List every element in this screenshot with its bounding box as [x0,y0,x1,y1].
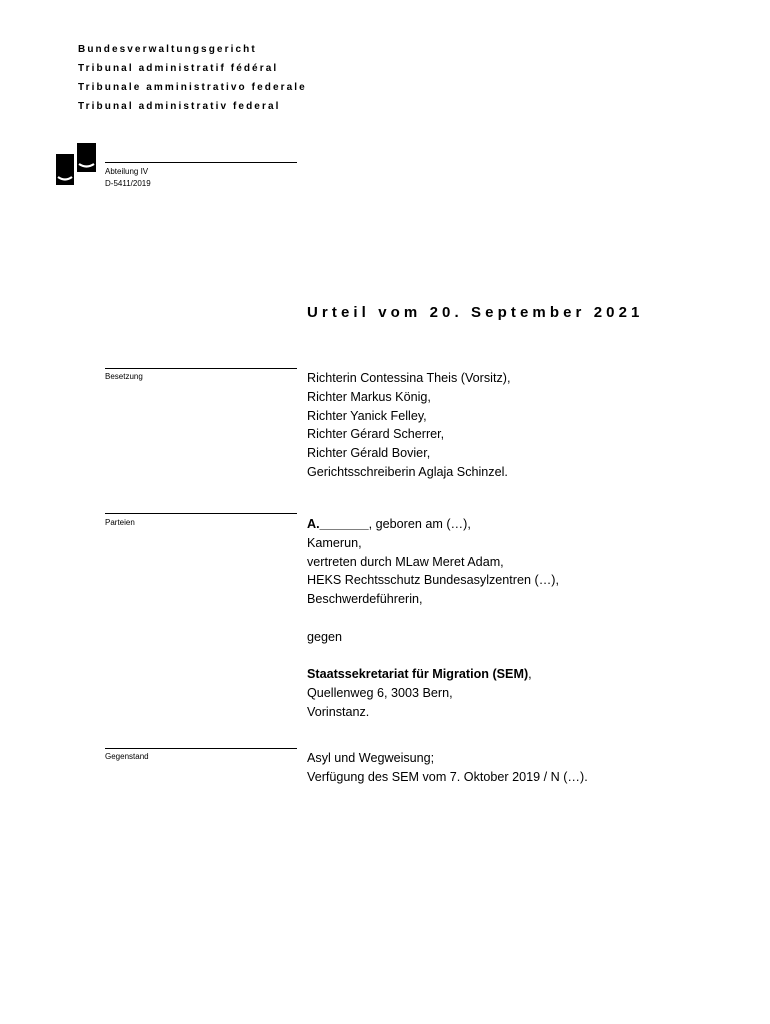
besetzung-divider [105,368,297,369]
court-logo-icon [56,143,96,185]
party-2-line: Vorinstanz. [307,704,370,719]
spacer [307,609,559,628]
panel-member: Richterin Contessina Theis (Vorsitz), [307,371,511,385]
judgment-title: Urteil vom 20. September 2021 [307,304,644,321]
party-2-line: Quellenweg 6, 3003 Bern, [307,686,453,701]
parteien-divider [105,513,297,514]
party-1-line: Kamerun, [307,535,362,550]
court-name-rm: Tribunal administrativ federal [78,101,281,112]
parteien-content [307,515,559,722]
court-names [78,40,307,116]
panel-member: Richter Yanick Felley, [307,408,427,423]
party-1-line: HEKS Rechtsschutz Bundesasylzentren (…), [307,573,559,588]
besetzung-label: Besetzung [105,372,143,381]
party-1-line: vertreten durch MLaw Meret Adam, [307,554,504,569]
panel-member: Richter Gérald Bovier, [307,446,431,461]
subject-line: Asyl und Wegweisung; [307,751,435,765]
party-1-heading [307,515,559,534]
panel-member: Richter Gérard Scherrer, [307,427,445,442]
court-name-it: Tribunale amministrativo federale [78,82,307,93]
subject-line: Verfügung des SEM vom 7. Oktober 2019 / N (…). [307,769,588,784]
party-2-comma: , [528,667,532,682]
party-2-heading [307,665,559,684]
gegenstand-content [307,749,588,787]
party-1-birth: , geboren am (…), [368,517,471,531]
besetzung-content [307,369,510,482]
party-1-line: Beschwerdeführerin, [307,592,423,607]
court-name-de: Bundesverwaltungsgericht [78,44,257,55]
panel-member: Richter Markus König, [307,389,431,404]
division-label: Abteilung IV [105,167,149,176]
spacer [307,647,559,666]
parteien-label: Parteien [105,518,135,527]
gegenstand-divider [105,748,297,749]
party-2-name: Staatssekretariat für Migration (SEM) [307,667,529,682]
party-1-name: A._______ [307,517,369,531]
gegenstand-label: Gegenstand [105,752,149,761]
versus-text: gegen [307,629,343,644]
panel-member: Gerichtsschreiberin Aglaja Schinzel. [307,464,508,479]
case-number: D-5411/2019 [105,179,151,188]
court-name-fr: Tribunal administratif fédéral [78,63,279,74]
header-divider [105,162,297,163]
